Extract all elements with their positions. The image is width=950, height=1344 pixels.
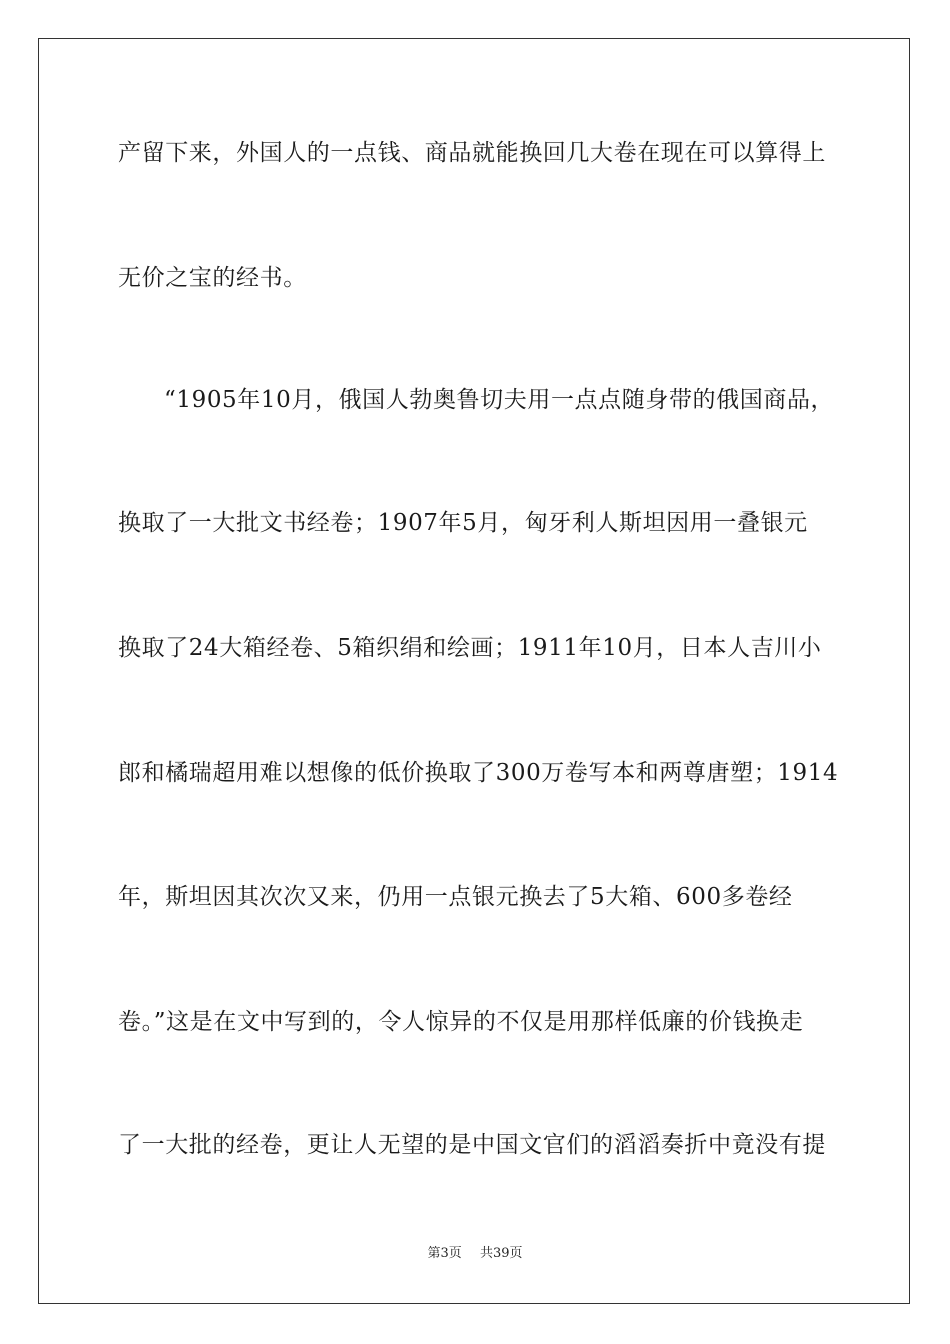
text-line: 无价之宝的经书。 [118, 265, 307, 291]
page-total: 共39页 [479, 1246, 523, 1261]
text-line: 了一大批的经卷，更让人无望的是中国文官们的滔滔奏折中竟没有提 [118, 1132, 826, 1158]
text-line: 年，斯坦因其次次又来，仍用一点银元换去了5大箱、600多卷经 [118, 884, 793, 910]
text-line: 郎和橘瑞超用难以想像的低价换取了300万卷写本和两尊唐塑；1914 [118, 760, 839, 786]
page-footer [0, 1246, 950, 1262]
page-number: 第3页 [427, 1246, 462, 1261]
text-line: 卷。”这是在文中写到的，令人惊异的不仅是用那样低廉的价钱换走 [118, 1009, 804, 1035]
page-border [38, 38, 910, 1304]
text-line: 换取了24大箱经卷、5箱织绢和绘画；1911年10月，日本人吉川小 [118, 635, 822, 661]
text-line: 换取了一大批文书经卷；1907年5月，匈牙利人斯坦因用一叠银元 [118, 510, 808, 536]
text-line: 产留下来，外国人的一点钱、商品就能换回几大卷在现在可以算得上 [118, 140, 826, 166]
text-line: “1905年10月，俄国人勃奥鲁切夫用一点点随身带的俄国商品， [164, 387, 835, 413]
